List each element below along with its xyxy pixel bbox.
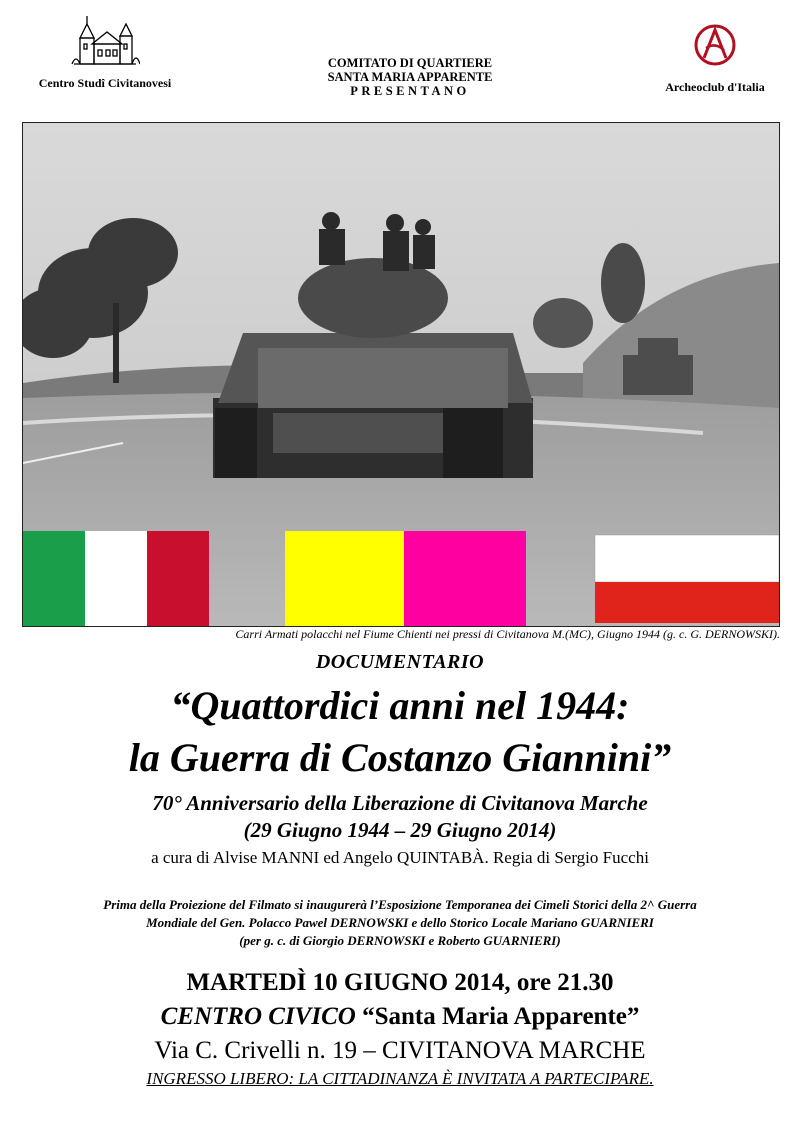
castle-icon <box>70 14 140 74</box>
photo-caption: Carri Armati polacchi nel Fiume Chienti nei pressi di Civitanova M.(MC), Giugno 1944 (g. c. G. DERNOWSKI). <box>235 627 780 641</box>
vatican-flag <box>285 531 526 626</box>
venue-address: Via C. Crivelli n. 19 – CIVITANOVA MARCHE <box>154 1037 646 1064</box>
venue-type: CENTRO CIVICO <box>160 1003 356 1030</box>
exhibition-line2: Mondiale del Gen. Polacco Pawel DERNOWSKI e dello Storico Locale Mariano GUARNIERI <box>146 915 654 930</box>
venue-line <box>0 1003 800 1031</box>
committee-name-line1: COMITATO DI QUARTIERE <box>327 56 493 70</box>
archeoclub-label: Archeoclub d'Italia <box>665 80 765 94</box>
venue-name: “Santa Maria Apparente” <box>362 1003 640 1030</box>
credits-line: a cura di Alvise MANNI ed Angelo QUINTABÀ. Regia di Sergio Fucchi <box>151 848 649 867</box>
archeoclub-logo <box>640 22 790 98</box>
centro-studi-logo <box>20 14 190 94</box>
committee-block <box>260 56 560 98</box>
anniversary-line: 70° Anniversario della Liberazione di Civitanova Marche <box>152 791 648 815</box>
event-date-time: MARTEDÌ 10 GIUGNO 2014, ore 21.30 <box>186 969 614 996</box>
exhibition-line3: (per g. c. di Giorgio DERNOWSKI e Roberto GUARNIERI) <box>239 933 561 948</box>
free-entry-notice: INGRESSO LIBERO: LA CITTADINANZA È INVITATA A PARTECIPARE. <box>146 1069 654 1088</box>
title-line2: la Guerra di Costanzo Giannini” <box>128 735 672 780</box>
documentary-label: DOCUMENTARIO <box>315 651 485 673</box>
exhibition-line1: Prima della Proiezione del Filmato si inaugurerà l’Esposizione Temporanea dei Cimeli Storici della 2^ Guerra <box>103 897 697 912</box>
exhibition-notice <box>20 896 780 950</box>
presentano-label: PRESENTANO <box>350 84 470 98</box>
archeoclub-emblem-icon <box>692 22 738 68</box>
centro-studi-label: Centro Studî Civitanovesi <box>38 76 172 90</box>
polish-flag <box>595 535 779 623</box>
italian-flag <box>23 531 209 626</box>
liberation-dates: (29 Giugno 1944 – 29 Giugno 2014) <box>243 818 557 842</box>
title-line1: “Quattordici anni nel 1944: <box>170 683 630 728</box>
committee-name-line2: SANTA MARIA APPARENTE <box>327 70 493 84</box>
tank-photo <box>22 122 780 627</box>
